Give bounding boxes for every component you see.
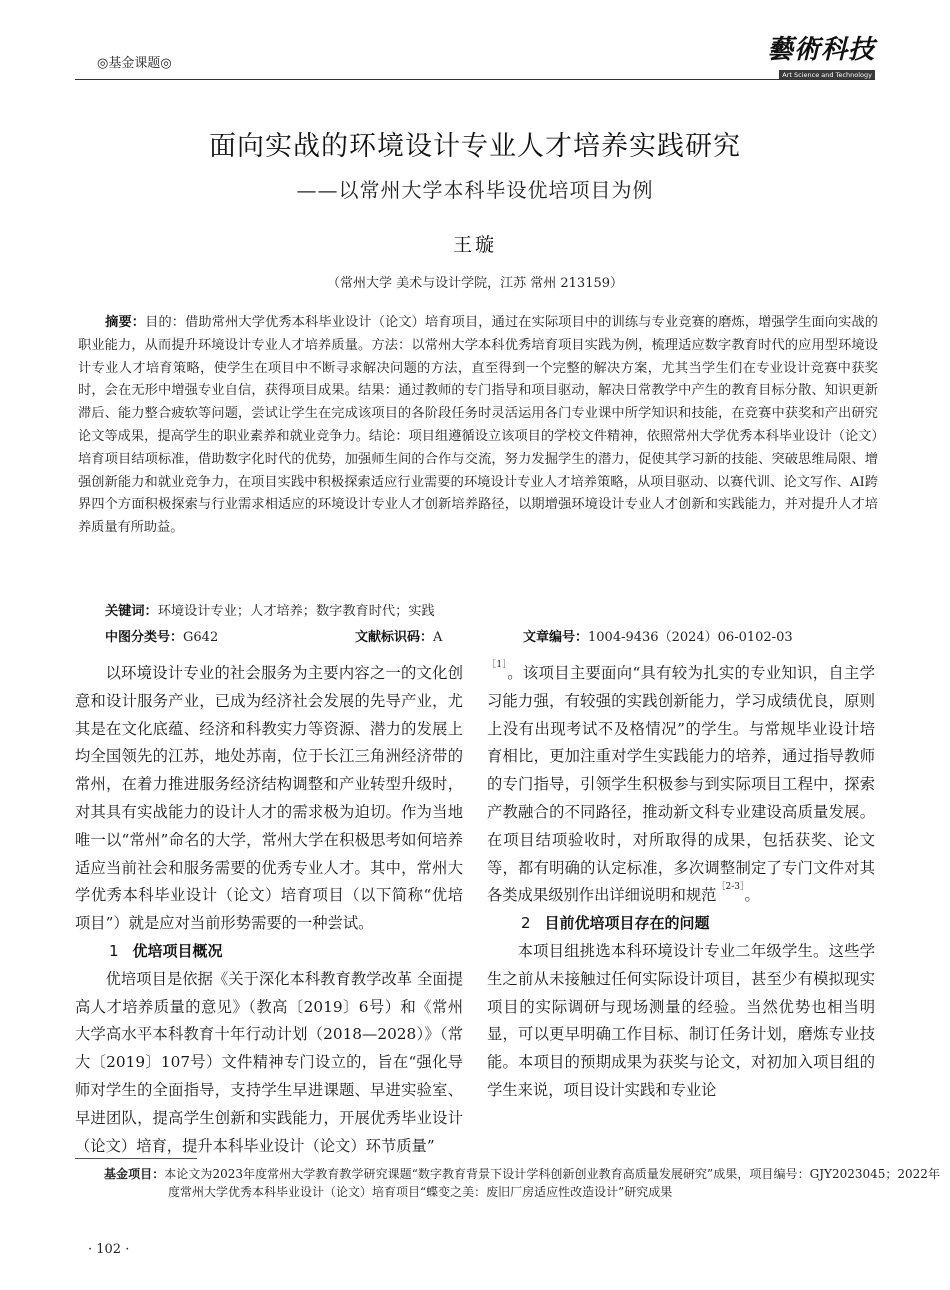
body-paragraph: 本项目组挑选本科环境设计专业二年级学生。这些学生之前从未接触过任何实际设计项目，甚至少有模拟现实项目的实际调研与现场测量的经验。当然优势也相当明显，可以更早明确工作目标、制订任务计划，磨炼专业技能。本项目的预期成果为获奖与论文，对初加入项目组的学生来说，项目设计实践和专业论 xyxy=(487,941,875,1099)
body-text: 。该项目主要面向“具有较为扎实的专业知识，自主学习能力强，有较强的实践创新能力，学习成绩优良，原则上没有出现考试不及格情况”的学生。与常规毕业设计培育相比，更加注重对学生实践能力的培养，通过指导教师的专门指导，引领学生积极参与到实际项目工程中，探索产教融合的不同路径，推动新文科专业建设高质量发展。在项目结项验收时，对所取得的成果，包括获奖、论文等，都有明确的认定标准，多次调整制定了专门文件对其各类成果级别作出详细说明和规范 xyxy=(487,664,875,905)
citation: ［2-3］ xyxy=(716,882,745,893)
section-heading-1 xyxy=(75,938,463,966)
footnote-label: 基金项目： xyxy=(104,1167,165,1181)
header-rule xyxy=(75,79,875,80)
body-paragraph-continued xyxy=(487,660,875,910)
page-header xyxy=(75,35,875,80)
logo-sub-text: Art Science and Technology xyxy=(779,70,875,80)
body-column-right xyxy=(487,660,875,1105)
section-title: 目前优培项目存在的问题 xyxy=(544,914,710,933)
body-paragraph: 优培项目是依据《关于深化本科教育教学改革 全面提高人才培养质量的意见》（教高〔2019〕6号）和《常州大学高水平本科教育十年行动计划（2018—2028）》（常大〔2019〕107号）文件精神专门设立的，旨在“强化导师对学生的全面指导，支持学生早进课题、早进实验室、早进团队，提高学生创新和实践能力，开展优秀毕业设计（论文）培育，提升本科毕业设计（论文）环节质量” xyxy=(75,969,463,1155)
abstract-label: 摘要： xyxy=(105,315,146,330)
author-affiliation: （常州大学 美术与设计学院，江苏 常州 213159） xyxy=(326,276,624,291)
document-code xyxy=(355,626,442,645)
keywords xyxy=(105,600,435,619)
section-number: 1 xyxy=(109,941,119,960)
section-title: 优培项目概况 xyxy=(132,941,223,960)
logo-main-text: 藝術科技 xyxy=(766,35,875,65)
article-number xyxy=(523,626,793,645)
keywords-text: 环境设计专业；人才培养；数字教育时代；实践 xyxy=(157,604,435,619)
footnote-rule xyxy=(75,1158,197,1159)
article-value: 1004-9436（2024）06-0102-03 xyxy=(588,630,793,645)
section-heading-2 xyxy=(487,910,875,938)
doc-value: A xyxy=(433,630,443,645)
body-column-left xyxy=(75,660,463,1160)
article-label: 文章编号： xyxy=(523,630,589,645)
citation: ［1］ xyxy=(487,660,508,670)
section-tag: ◎基金课题◎ xyxy=(97,56,172,71)
journal-logo xyxy=(750,35,875,79)
clc-label: 中图分类号： xyxy=(105,630,184,645)
footnote xyxy=(104,1166,940,1201)
paper-title: 面向实战的环境设计专业人才培养实践研究 xyxy=(209,131,741,162)
page-number: · 102 · xyxy=(88,1242,130,1257)
footnote-text: 本论文为2023年度常州大学教育教学研究课题“数字教育背景下设计学科创新创业教育高质量发展研究”成果，项目编号：GJY2023045；2022年度常州大学优秀本科毕业设计（论文）培育项目“蝶变之美：废旧厂房适应性改造设计”研究成果 xyxy=(164,1167,940,1199)
body-text: 。 xyxy=(744,886,760,905)
abstract-text: 目的：借助常州大学优秀本科毕业设计（论文）培育项目，通过在实际项目中的训练与专业竞赛的磨炼，增强学生面向实战的职业能力，从而提升环境设计专业人才培养质量。方法：以常州大学本科优秀培育项目实践为例，梳理适应数字教育时代的应用型环境设计专业人才培育策略，使学生在项目中不断寻求解决问题的方法，直至得到一个完整的解决方案，尤其当学生们在专业设计竞赛中获奖时，会在无形中增强专业自信，获得项目成果。结果：通过教师的专门指导和项目驱动，解决日常教学中产生的教育目标分散、知识更新滞后、能力整合疲软等问题，尝试让学生在完成该项目的各阶段任务时灵活运用各门专业课中所学知识和技能，在竞赛中获奖和产出研究论文等成果，提高学生的职业素养和就业竞争力。结论：项目组遵循设立该项目的学校文件精神，依照常州大学优秀本科毕业设计（论文）培育项目结项标准，借助数字化时代的优势，加强师生间的合作与交流，努力发掘学生的潜力，促使其学习新的技能、突破思维局限、增强创新能力和就业竞争力，在项目实践中积极探索适应行业需要的环境设计专业人才培养策略，从项目驱动、以赛代训、论文写作、AI跨界四个方面积极探索与行业需求相适应的环境设计专业人才创新培养路径，以期增强环境设计专业人才创新和实践能力，并对提升人才培养质量有所助益。 xyxy=(78,315,878,536)
section-number: 2 xyxy=(521,914,531,933)
paper-subtitle: ——以常州大学本科毕设优培项目为例 xyxy=(296,178,654,202)
body-paragraph: 以环境设计专业的社会服务为主要内容之一的文化创意和设计服务产业，已成为经济社会发展的先导产业，尤其是在文化底蕴、经济和科教实力等资源、潜力的发展上均全国领先的江苏，地处苏南，位于长江三角洲经济带的常州，在着力推进服务经济结构调整和产业转型升级时，对其具有实战能力的设计人才的需求极为迫切。作为当地唯一以“常州”命名的大学，常州大学在积极思考如何培养适应当前社会和服务需要的优秀专业人才。其中，常州大学优秀本科毕业设计（论文）培育项目（以下简称“优培项目”）就是应对当前形势需要的一种尝试。 xyxy=(75,664,463,933)
abstract xyxy=(78,312,878,540)
clc-value: G642 xyxy=(183,630,219,645)
clc-code xyxy=(105,626,218,645)
doc-label: 文献标识码： xyxy=(355,630,434,645)
keywords-label: 关键词： xyxy=(105,604,158,619)
author-name: 王璇 xyxy=(452,234,497,256)
